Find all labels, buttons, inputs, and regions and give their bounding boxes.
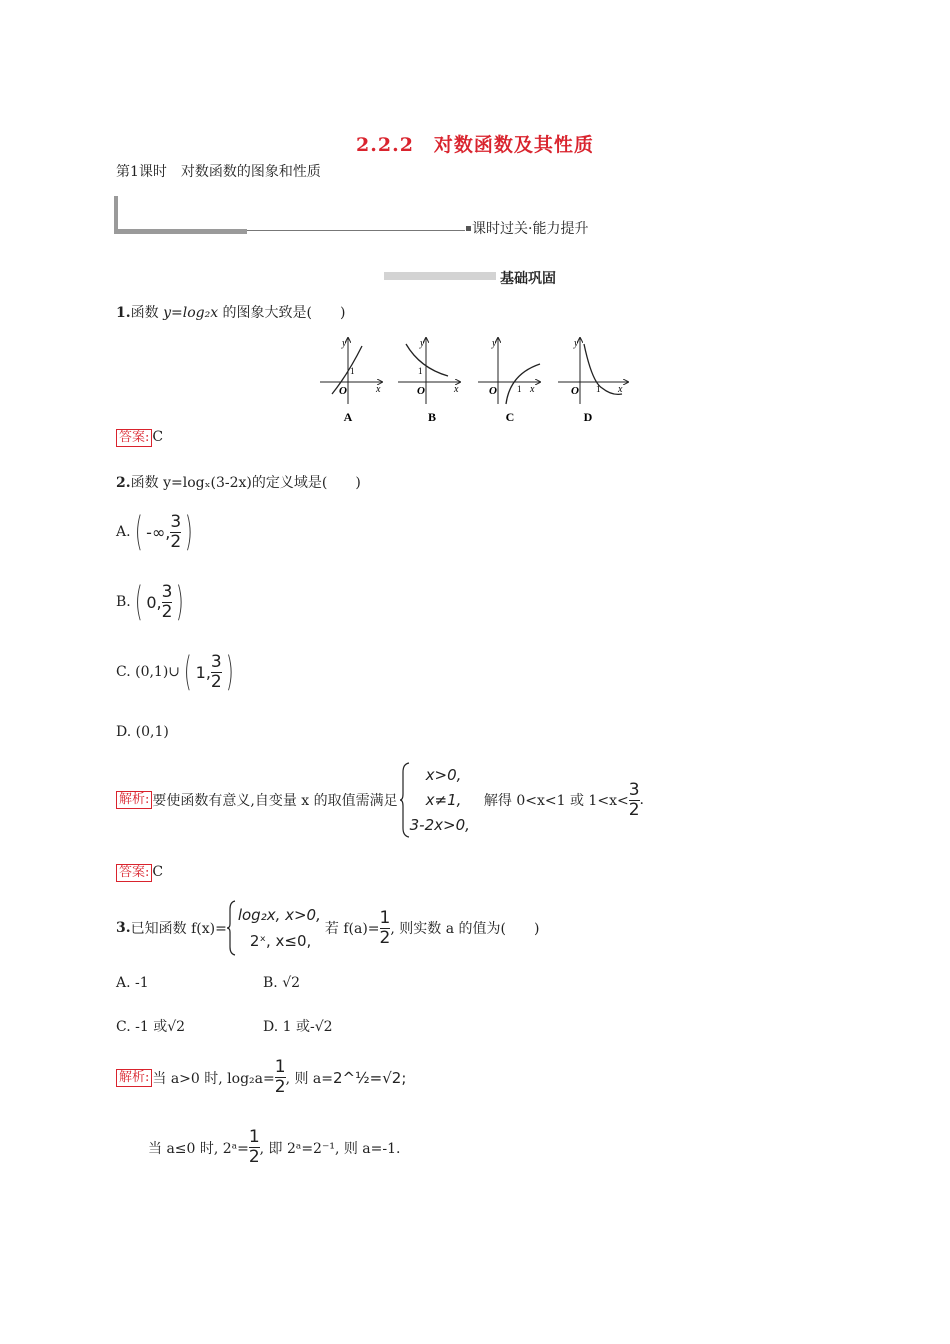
svg-text:O: O [339, 385, 347, 397]
q3-option-d[interactable]: D. 1 或-√2 [263, 1019, 333, 1035]
svg-text:O: O [489, 385, 497, 397]
banner-square-icon [466, 226, 471, 231]
solve-text: 解得 0<x<1 或 1<x< [483, 793, 629, 809]
graph-label-b: B [427, 410, 437, 424]
answer-label: 答案: [116, 864, 152, 882]
question-number: 2. [116, 475, 131, 491]
q3-option-c[interactable]: C. -1 或√2 [116, 1019, 186, 1035]
q3-analysis-line2: 当 a≤0 时, 2ᵃ= $\frac{1}{2}$ , 即 2ᵃ=2⁻¹, 则 a=-1. [148, 1127, 401, 1167]
question-1: 1.函数 y=log₂x 的图象大致是( ) [116, 305, 346, 321]
svg-text:1: 1 [350, 366, 355, 376]
inequality-system: x>0, x≠1, 3-2x>0, [400, 762, 470, 838]
svg-text:y: y [420, 338, 425, 349]
q3-option-a[interactable]: A. -1 [116, 975, 149, 991]
svg-text:x: x [618, 384, 623, 395]
q2-option-b[interactable]: B. ( 0, $\frac{3}{2}$ ) [116, 579, 185, 625]
graph-b [398, 338, 460, 424]
question-number: 1. [116, 305, 131, 321]
q2-option-a[interactable]: A. ( -∞, $\frac{3}{2}$ ) [116, 509, 193, 555]
svg-text:1: 1 [596, 384, 601, 394]
left-brace-icon [400, 762, 410, 838]
q3-analysis-line1: 解析: 当 a>0 时, log₂a= $\frac{1}{2}$ , 则 a= 2^½=√2; [116, 1058, 406, 1097]
graph-label-a: A [343, 410, 353, 424]
section-bar [384, 272, 496, 280]
fraction: $\frac{1}{2}$ [274, 1057, 286, 1097]
fraction: $\frac{1}{2}$ [379, 907, 391, 948]
svg-text:1: 1 [517, 384, 522, 394]
banner-bar [114, 229, 247, 234]
fraction: $\frac{3}{2}$ [628, 779, 640, 820]
svg-text:x: x [530, 384, 535, 395]
answer-value: C [152, 429, 164, 445]
svg-text:y: y [574, 338, 579, 349]
question-3: 3. 已知函数 f(x)= log₂x, x>0, 2ˣ, x≤0, 若 f(a)= $\frac{1}{2}$ , 则实数 a 的值为( ) [116, 900, 539, 956]
graph-d [558, 338, 628, 424]
svg-text:O: O [417, 385, 425, 397]
svg-text:x: x [454, 384, 459, 395]
banner-bracket [114, 196, 118, 233]
fraction: $\frac{3}{2}$ [161, 581, 173, 622]
q2-option-d[interactable]: D. (0,1) [116, 724, 169, 740]
q1-graph-svg [318, 334, 638, 426]
fraction: $\frac{3}{2}$ [210, 651, 222, 692]
left-brace-icon [227, 900, 236, 956]
answer-value: C [152, 864, 164, 880]
q2-answer [116, 864, 163, 882]
graph-a [320, 338, 382, 424]
graph-c [478, 338, 540, 424]
svg-text:O: O [571, 385, 579, 397]
q1-graphs [318, 334, 638, 426]
q2-analysis: 解析: 要使函数有意义,自变量 x 的取值需满足 x>0, x≠1, 3-2x>0, 解得 0<x<1 或 1<x< $\frac{3}{2}$ . [116, 762, 644, 838]
question-number: 3. [116, 920, 131, 936]
fraction: $\frac{3}{2}$ [170, 511, 182, 552]
q2-option-c[interactable]: C. (0,1)∪ ( 1, $\frac{3}{2}$ ) [116, 649, 234, 695]
graph-label-d: D [583, 410, 593, 424]
analysis-label: 解析: [116, 791, 152, 809]
answer-label: 答案: [116, 429, 152, 447]
analysis-label: 解析: [116, 1069, 152, 1087]
svg-text:y: y [342, 338, 347, 349]
lesson-subtitle: 第1课时 对数函数的图象和性质 [116, 164, 321, 180]
q1-answer [116, 429, 163, 447]
question-2: 2.函数 y=logₓ(3-2x)的定义域是( ) [116, 475, 361, 491]
piecewise: log₂x, x>0, 2ˣ, x≤0, [237, 906, 321, 950]
svg-text:y: y [492, 338, 497, 349]
svg-text:x: x [376, 384, 381, 395]
q3-option-b[interactable]: B. √2 [263, 975, 301, 991]
fraction: $\frac{1}{2}$ [248, 1127, 260, 1167]
svg-text:1: 1 [418, 366, 423, 376]
graph-label-c: C [505, 410, 515, 424]
banner-line [247, 230, 465, 231]
banner-label: 课时过关·能力提升 [472, 221, 589, 237]
analysis-text: 要使函数有意义,自变量 x 的取值需满足 [152, 793, 398, 809]
page-title: 2.2.2 对数函数及其性质 [356, 134, 594, 156]
section-label: 基础巩固 [500, 271, 556, 287]
